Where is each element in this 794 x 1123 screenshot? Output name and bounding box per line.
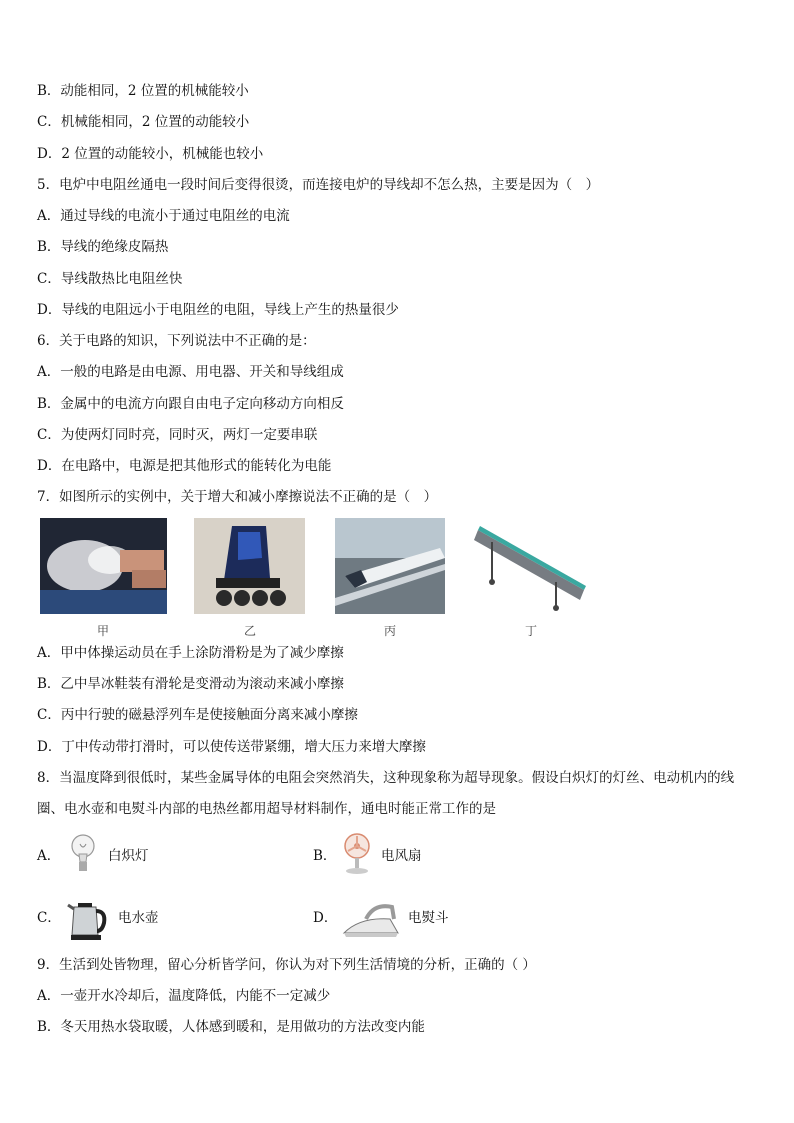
q8-option-a-letter: A． [37,848,61,864]
q4-option-b: B．动能相同，2 位置的机械能较小 [37,83,249,99]
q4-option-d: D．2 位置的动能较小，机械能也较小 [37,146,264,162]
electric-iron-icon [340,897,402,945]
q8-stem-line2: 圈、电水壶和电熨斗内部的电热丝都用超导材料制作，通电时能正常工作的是 [37,801,496,817]
q8-option-d-letter: D． [313,910,338,926]
q9-stem: 9．生活到处皆物理，留心分析皆学问，你认为对下列生活情境的分析，正确的（ ） [37,957,536,973]
q9-option-b: B．冬天用热水袋取暖，人体感到暖和，是用做功的方法改变内能 [37,1019,425,1035]
q6-option-c: C．为使两灯同时亮，同时灭，两灯一定要串联 [37,427,318,443]
q6-stem: 6．关于电路的知识，下列说法中不正确的是： [37,333,316,349]
q7-option-c: C．丙中行驶的磁悬浮列车是使接触面分离来减小摩擦 [37,707,358,723]
electric-kettle-icon [66,897,108,945]
q7-option-b: B．乙中旱冰鞋装有滑轮是变滑动为滚动来减小摩擦 [37,676,344,692]
q8-option-c-letter: C． [37,910,61,926]
figure-caption-jia: 甲 [96,624,109,638]
q8-option-d-label: 电熨斗 [408,910,449,926]
q8-option-a-label: 白炽灯 [108,848,149,864]
q9-option-a: A．一壶开水冷却后，温度降低，内能不一定减少 [37,988,331,1004]
q5-option-c: C．导线散热比电阻丝快 [37,271,183,287]
figure-caption-bing: 丙 [383,624,396,638]
q8-stem-line1: 8．当温度降到很低时，某些金属导体的电阻会突然消失，这种现象称为超导现象。假设白炽灯的灯丝、电动机内的线 [37,770,735,786]
figure-caption-ding: 丁 [524,624,537,638]
q4-option-c: C．机械能相同，2 位置的动能较小 [37,114,250,130]
q5-stem: 5．电炉中电阻丝通电一段时间后变得很烫，而连接电炉的导线却不怎么热，主要是因为（ ） [37,177,600,193]
q8-option-c-label: 电水壶 [118,910,159,926]
q8-option-b-letter: B． [313,848,337,864]
electric-fan-icon [340,832,374,880]
q8-option-b-label: 电风扇 [381,848,422,864]
q7-option-a: A．甲中体操运动员在手上涂防滑粉是为了减少摩擦 [37,645,344,661]
q7-option-d: D．丁中传动带打滑时，可以使传送带紧绷，增大压力来增大摩擦 [37,739,426,755]
light-bulb-icon [70,832,96,880]
figure-caption-yi: 乙 [243,624,256,638]
chalk-hands-image [40,518,167,614]
q5-option-d: D．导线的电阻远小于电阻丝的电阻，导线上产生的热量很少 [37,302,399,318]
q6-option-d: D．在电路中，电源是把其他形式的能转化为电能 [37,458,332,474]
q6-option-b: B．金属中的电流方向跟自由电子定向移动方向相反 [37,396,344,412]
figure-yi-roller-skate [194,518,305,614]
conveyor-belt-image [472,520,590,612]
roller-skate-image [194,518,305,614]
maglev-train-image [335,518,445,614]
figure-bing-maglev-train [335,518,445,614]
q7-stem: 7．如图所示的实例中，关于增大和减小摩擦说法不正确的是（ ） [37,489,438,505]
figure-jia-chalk-hands [40,518,167,614]
q6-option-a: A．一般的电路是由电源、用电器、开关和导线组成 [37,364,344,380]
figure-ding-conveyor-belt [472,520,590,612]
q5-option-b: B．导线的绝缘皮隔热 [37,239,169,255]
q5-option-a: A．通过导线的电流小于通过电阻丝的电流 [37,208,290,224]
